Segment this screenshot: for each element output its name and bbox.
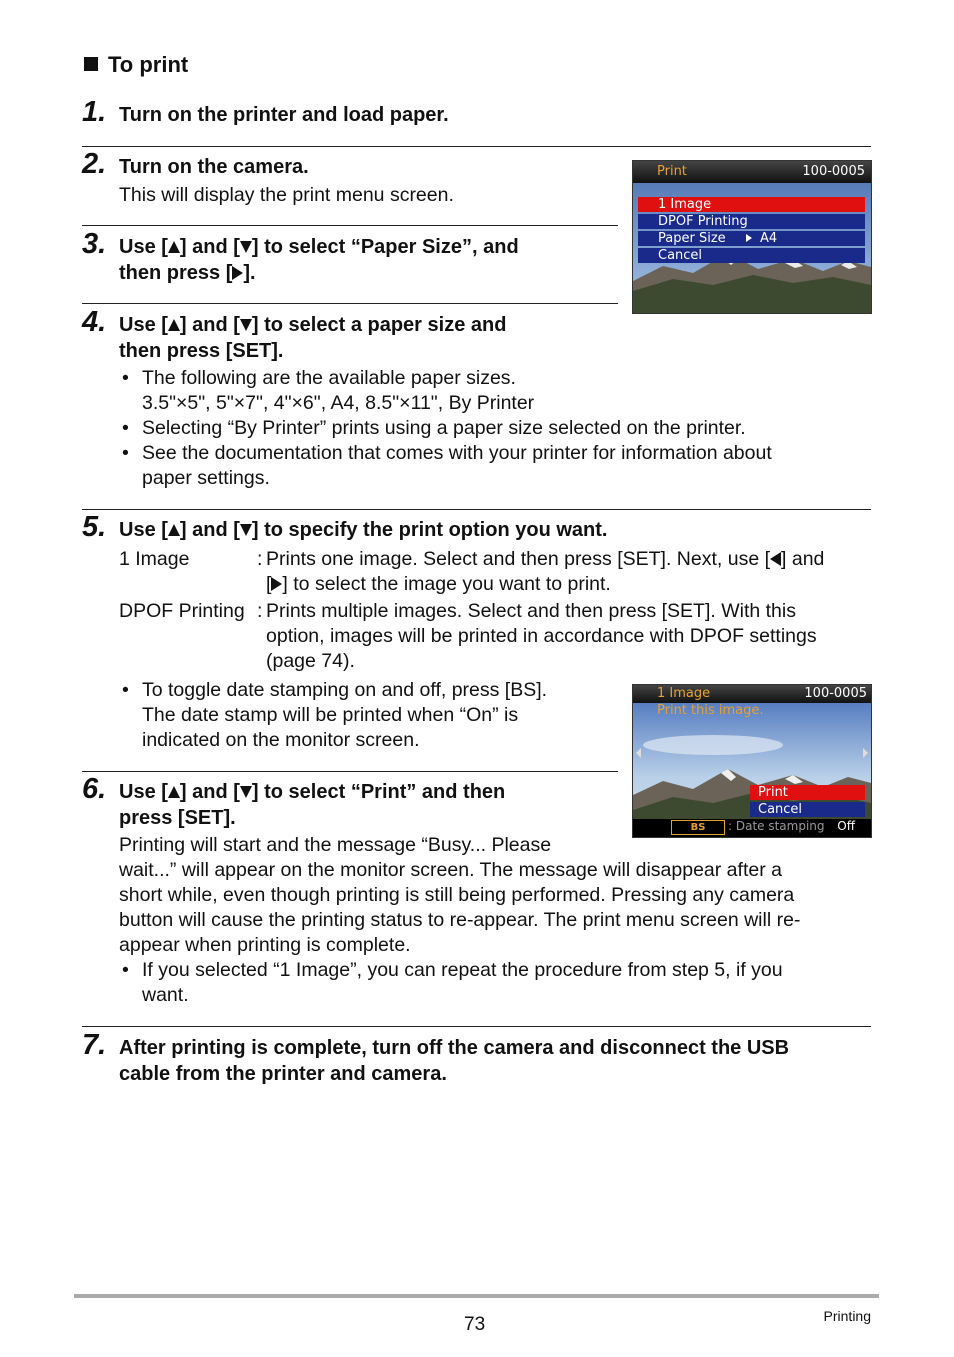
menu-item-1-image: 1 Image (638, 197, 865, 212)
text: then press [ (119, 262, 233, 284)
colon: : (257, 600, 263, 622)
text: Use [ (119, 519, 168, 541)
option-1-label: 1 Image (119, 548, 190, 570)
list-item: paper settings. (142, 467, 270, 489)
list-item: • If you selected “1 Image”, you can repeat the procedure from step 5, if you (122, 959, 783, 981)
text: short while, even though printing is still being performed. Pressing any camera (119, 884, 795, 906)
text: (page 74). (266, 650, 355, 672)
text: button will cause the printing status to re-appear. The print menu screen will re- (119, 909, 801, 931)
step-6-paragraph (119, 833, 800, 958)
menu-item-dpof: DPOF Printing (638, 214, 865, 229)
step-7-number: 7. (82, 1029, 107, 1061)
menu-item-print: Print (750, 785, 865, 800)
text: ] and [ (179, 314, 240, 336)
text: ] and [ (179, 236, 240, 258)
step-6-number: 6. (82, 773, 107, 805)
footer-section: Printing (823, 1308, 871, 1324)
option-1-desc (266, 547, 824, 597)
text: option, images will be printed in accordance with DPOF settings (266, 625, 817, 647)
page-number: 73 (464, 1314, 486, 1335)
divider (82, 771, 618, 772)
text: cable from the printer and camera. (119, 1063, 447, 1085)
screen-title: Print (657, 164, 687, 179)
text: ] to select “Paper Size”, and (251, 236, 519, 258)
section-title (84, 52, 188, 78)
up-arrow-icon (168, 786, 180, 798)
right-arrow-icon (746, 234, 752, 242)
text: ] and [ (179, 781, 240, 803)
file-counter: 100-0005 (804, 686, 867, 701)
step-7-text (119, 1035, 789, 1087)
divider (82, 509, 871, 510)
screen-title: 1 Image (657, 686, 711, 701)
text: See the documentation that comes with your printer for information about (142, 442, 772, 464)
print-image-screen (632, 684, 872, 838)
step-3-number: 3. (82, 228, 107, 260)
list-item: • The following are the available paper sizes. (122, 367, 516, 389)
step-4-text (119, 312, 506, 364)
text: Prints one image. Select and then press [SET]. Next, use [ (266, 548, 771, 570)
down-arrow-icon (240, 241, 252, 253)
list-item: 3.5"×5", 5"×7", 4"×6", A4, 8.5"×11", By Printer (142, 392, 535, 414)
bullet-list (122, 678, 547, 753)
text: Use [ (119, 236, 168, 258)
text: Printing will start and the message “Busy... Please (119, 834, 552, 856)
text: ] to specify the print option you want. (251, 519, 608, 541)
text: ] to select “Print” and then (251, 781, 506, 803)
text: To toggle date stamping on and off, press [BS]. (142, 679, 548, 701)
list-item: • To toggle date stamping on and off, press [BS]. (122, 679, 548, 701)
down-arrow-icon (240, 786, 252, 798)
divider (82, 303, 618, 304)
text: ] to select a paper size and (251, 314, 507, 336)
list-item: indicated on the monitor screen. (142, 729, 420, 751)
step-1-text: Turn on the printer and load paper. (119, 104, 449, 126)
divider (82, 1026, 871, 1027)
screen-subtitle: Print this image. (657, 703, 764, 718)
text: Paper Size (658, 231, 726, 246)
colon: : (257, 548, 263, 570)
right-arrow-icon (232, 266, 243, 280)
option-2-desc (266, 599, 817, 674)
text: ]. (243, 262, 256, 284)
step-1-number: 1. (82, 96, 107, 128)
date-stamping-label: : Date stamping (728, 819, 825, 833)
step-2-number: 2. (82, 148, 107, 180)
text: wait...” will appear on the monitor screen. The message will disappear after a (119, 859, 782, 881)
text: If you selected “1 Image”, you can repeat the procedure from step 5, if you (142, 959, 783, 981)
divider (82, 146, 871, 147)
list-item: • Selecting “By Printer” prints using a paper size selected on the printer. (122, 417, 746, 439)
step-6-text (119, 779, 505, 831)
text: The following are the available paper sizes. (142, 367, 516, 389)
paper-size-value: A4 (760, 231, 778, 246)
print-menu-screen (632, 160, 872, 314)
footer-rule (74, 1294, 879, 1298)
bs-button-label: BS (671, 820, 725, 835)
text: Use [ (119, 781, 168, 803)
left-arrow-icon (770, 552, 781, 566)
text: [ (266, 573, 272, 595)
date-stamping-value: Off (837, 819, 855, 833)
text: After printing is complete, turn off the camera and disconnect the USB (119, 1037, 790, 1059)
step-3-text (119, 234, 519, 286)
step-2-text: Turn on the camera. (119, 156, 309, 178)
list-item: • See the documentation that comes with your printer for information about (122, 442, 772, 464)
bullet-list (122, 958, 783, 1008)
square-bullet-icon (84, 57, 98, 71)
text: press [SET]. (119, 807, 236, 829)
menu-item-paper-size (638, 231, 865, 246)
up-arrow-icon (168, 319, 180, 331)
text: appear when printing is complete. (119, 934, 411, 956)
right-arrow-icon (271, 577, 282, 591)
file-counter: 100-0005 (802, 164, 865, 179)
bullet-list (122, 366, 772, 491)
step-5-text (119, 517, 607, 543)
text: then press [SET]. (119, 340, 284, 362)
menu-item-cancel: Cancel (750, 802, 865, 817)
section-title-text: To print (108, 52, 189, 77)
up-arrow-icon (168, 241, 180, 253)
screen-title-bar (633, 685, 871, 703)
menu-item-cancel: Cancel (638, 248, 865, 263)
list-item: The date stamp will be printed when “On” is (142, 704, 519, 726)
text: Prints multiple images. Select and then press [SET]. With this (266, 600, 796, 622)
list-item: want. (142, 984, 189, 1006)
down-arrow-icon (240, 524, 252, 536)
screen-title-bar (633, 161, 871, 183)
text: ] and [ (179, 519, 240, 541)
option-2-label: DPOF Printing (119, 600, 245, 622)
step-4-number: 4. (82, 306, 107, 338)
up-arrow-icon (168, 524, 180, 536)
divider (82, 225, 618, 226)
step-2-desc: This will display the print menu screen. (119, 184, 454, 206)
text: Selecting “By Printer” prints using a paper size selected on the printer. (142, 417, 746, 439)
text: Use [ (119, 314, 168, 336)
text: ] to select the image you want to print. (282, 573, 611, 595)
text: ] and (781, 548, 825, 570)
down-arrow-icon (240, 319, 252, 331)
step-5-number: 5. (82, 511, 107, 543)
